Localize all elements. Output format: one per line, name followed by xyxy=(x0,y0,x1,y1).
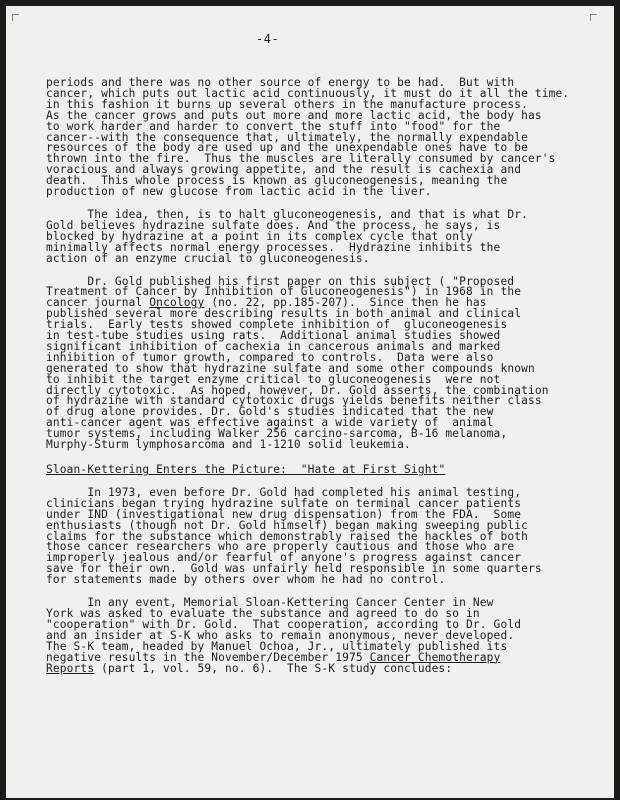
text-line: Gold believes hydrazine sulfate does. And the process, he says, is xyxy=(46,218,501,232)
section-heading-wrap xyxy=(46,463,606,488)
text-line: thrown into the fire. Thus the muscles are literally consumed by cancer's xyxy=(46,152,556,166)
text-line: minimally affects normal energy processes. Hydrazine inhibits the xyxy=(46,240,501,254)
paragraph xyxy=(46,485,606,587)
text-line: significant inhibition of cachexia in cancerous animals and marked xyxy=(46,339,501,353)
text-line: of drug alone provides. Dr. Gold's studies indicated that the new xyxy=(46,405,494,419)
text-line: cancer--with the consequence that, ultimately, the normally expendable xyxy=(46,130,528,144)
text-line: voracious and always growing appetite, and the result is cachexia and xyxy=(46,163,522,177)
paragraph xyxy=(46,207,606,265)
text-line: death. This whole process is known as gluconeogenesis, meaning the xyxy=(46,174,508,188)
text-line: The idea, then, is to halt gluconeogenesis, and that is what Dr. xyxy=(46,207,528,221)
text-line: and an insider at S-K who asks to remain anonymous, never developed. xyxy=(46,628,515,642)
text-line: The S-K team, headed by Manuel Ochoa, Jr., ultimately published its xyxy=(46,639,508,653)
corner-mark xyxy=(12,14,19,21)
text-line: negative results in the November/December 1975 Cancer Chemotherapy xyxy=(46,650,501,664)
corner-mark xyxy=(590,14,597,21)
document-page xyxy=(6,6,614,798)
text-line: production of new glucose from lactic acid in the liver. xyxy=(46,185,432,199)
paragraphs-after-heading xyxy=(46,485,606,675)
text-line: anti-cancer agent was effective against a wide variety of animal xyxy=(46,416,494,430)
text-line: Murphy-Sturm lymphosarcoma and 1-1210 solid leukemia. xyxy=(46,438,411,452)
text-line: in test-tube studies using rats. Additional animal studies showed xyxy=(46,329,501,343)
text-line: published several more describing results in both animal and clinical xyxy=(46,307,522,321)
text-line: under IND (investigational new drug dispensation) from the FDA. Some xyxy=(46,507,522,521)
text-line: tumor systems, including Walker 256 carcino-sarcoma, B-16 melanoma, xyxy=(46,427,508,441)
text-line: inhibition of tumor growth, compared to controls. Data were also xyxy=(46,350,494,364)
section-heading: Sloan-Kettering Enters the Picture: "Hate at First Sight" xyxy=(46,463,446,476)
text-line: for statements made by others over whom he had no control. xyxy=(46,573,446,587)
page-number: -4- xyxy=(256,32,280,46)
text-line: cancer journal Oncology (no. 22, pp.185-207). Since then he has xyxy=(46,296,487,310)
text-line: cancer, which puts out lactic acid continuously, it must do it all the time. xyxy=(46,86,570,100)
text-line: clinicians began trying hydrazine sulfate on terminal cancer patients xyxy=(46,496,522,510)
text-line: In 1973, even before Dr. Gold had completed his animal testing, xyxy=(46,485,522,499)
paragraphs-before-heading xyxy=(46,78,606,451)
text-line: Dr. Gold published his first paper on this subject ( "Proposed xyxy=(46,274,515,288)
text-line: "cooperation" with Dr. Gold. That cooperation, according to Dr. Gold xyxy=(46,617,522,631)
text-line: periods and there was no other source of energy to be had. But with xyxy=(46,76,515,89)
text-line: of hydrazine with standard cytotoxic drugs yields benefits neither class xyxy=(46,394,542,408)
paragraph xyxy=(46,598,606,674)
text-line: As the cancer grows and puts out more and more lactic acid, the body has xyxy=(46,108,542,122)
text-line: improperly jealous and/or fearful of anyone's progress against cancer xyxy=(46,551,522,565)
paragraph xyxy=(46,78,606,198)
document-body xyxy=(46,78,606,686)
text-line: In any event, Memorial Sloan-Kettering Cancer Center in New xyxy=(46,596,494,610)
text-line: Reports (part 1, vol. 59, no. 6). The S-K study concludes: xyxy=(46,661,453,675)
paragraph xyxy=(46,274,606,452)
text-line: claims for the substance which demonstrably raised the hackles of both xyxy=(46,529,528,543)
text-line: enthusiasts (though not Dr. Gold himself) began making sweeping public xyxy=(46,518,528,532)
text-line: save for their own. Gold was unfairly held responsible in some quarters xyxy=(46,562,542,576)
text-line: in this fashion it burns up several others in the manufacture process. xyxy=(46,97,528,111)
text-line: resources of the body are used up and the unexpendable ones have to be xyxy=(46,141,528,155)
text-line: those cancer researchers who are properly cautious and those who are xyxy=(46,540,515,554)
text-line: directly cytotoxic. As hoped, however, Dr. Gold asserts, the combination xyxy=(46,383,549,397)
text-line: generated to show that hydrazine sulfate and some other compounds known xyxy=(46,361,535,375)
text-line: action of an enzyme crucial to gluconeogenesis. xyxy=(46,251,370,265)
text-line: trials. Early tests showed complete inhibition of gluconeogenesis xyxy=(46,318,508,332)
text-line: to work harder and harder to convert the stuff into "food" for the xyxy=(46,119,501,133)
text-line: York was asked to evaluate the substance and agreed to do so in xyxy=(46,606,480,620)
text-line: Treatment of Cancer by Inhibition of Gluconeogenesis") in 1968 in the xyxy=(46,285,522,299)
text-line: to inhibit the target enzyme critical to gluconeogenesis were not xyxy=(46,372,501,386)
text-line: blocked by hydrazine at a point in its complex cycle that only xyxy=(46,229,473,243)
